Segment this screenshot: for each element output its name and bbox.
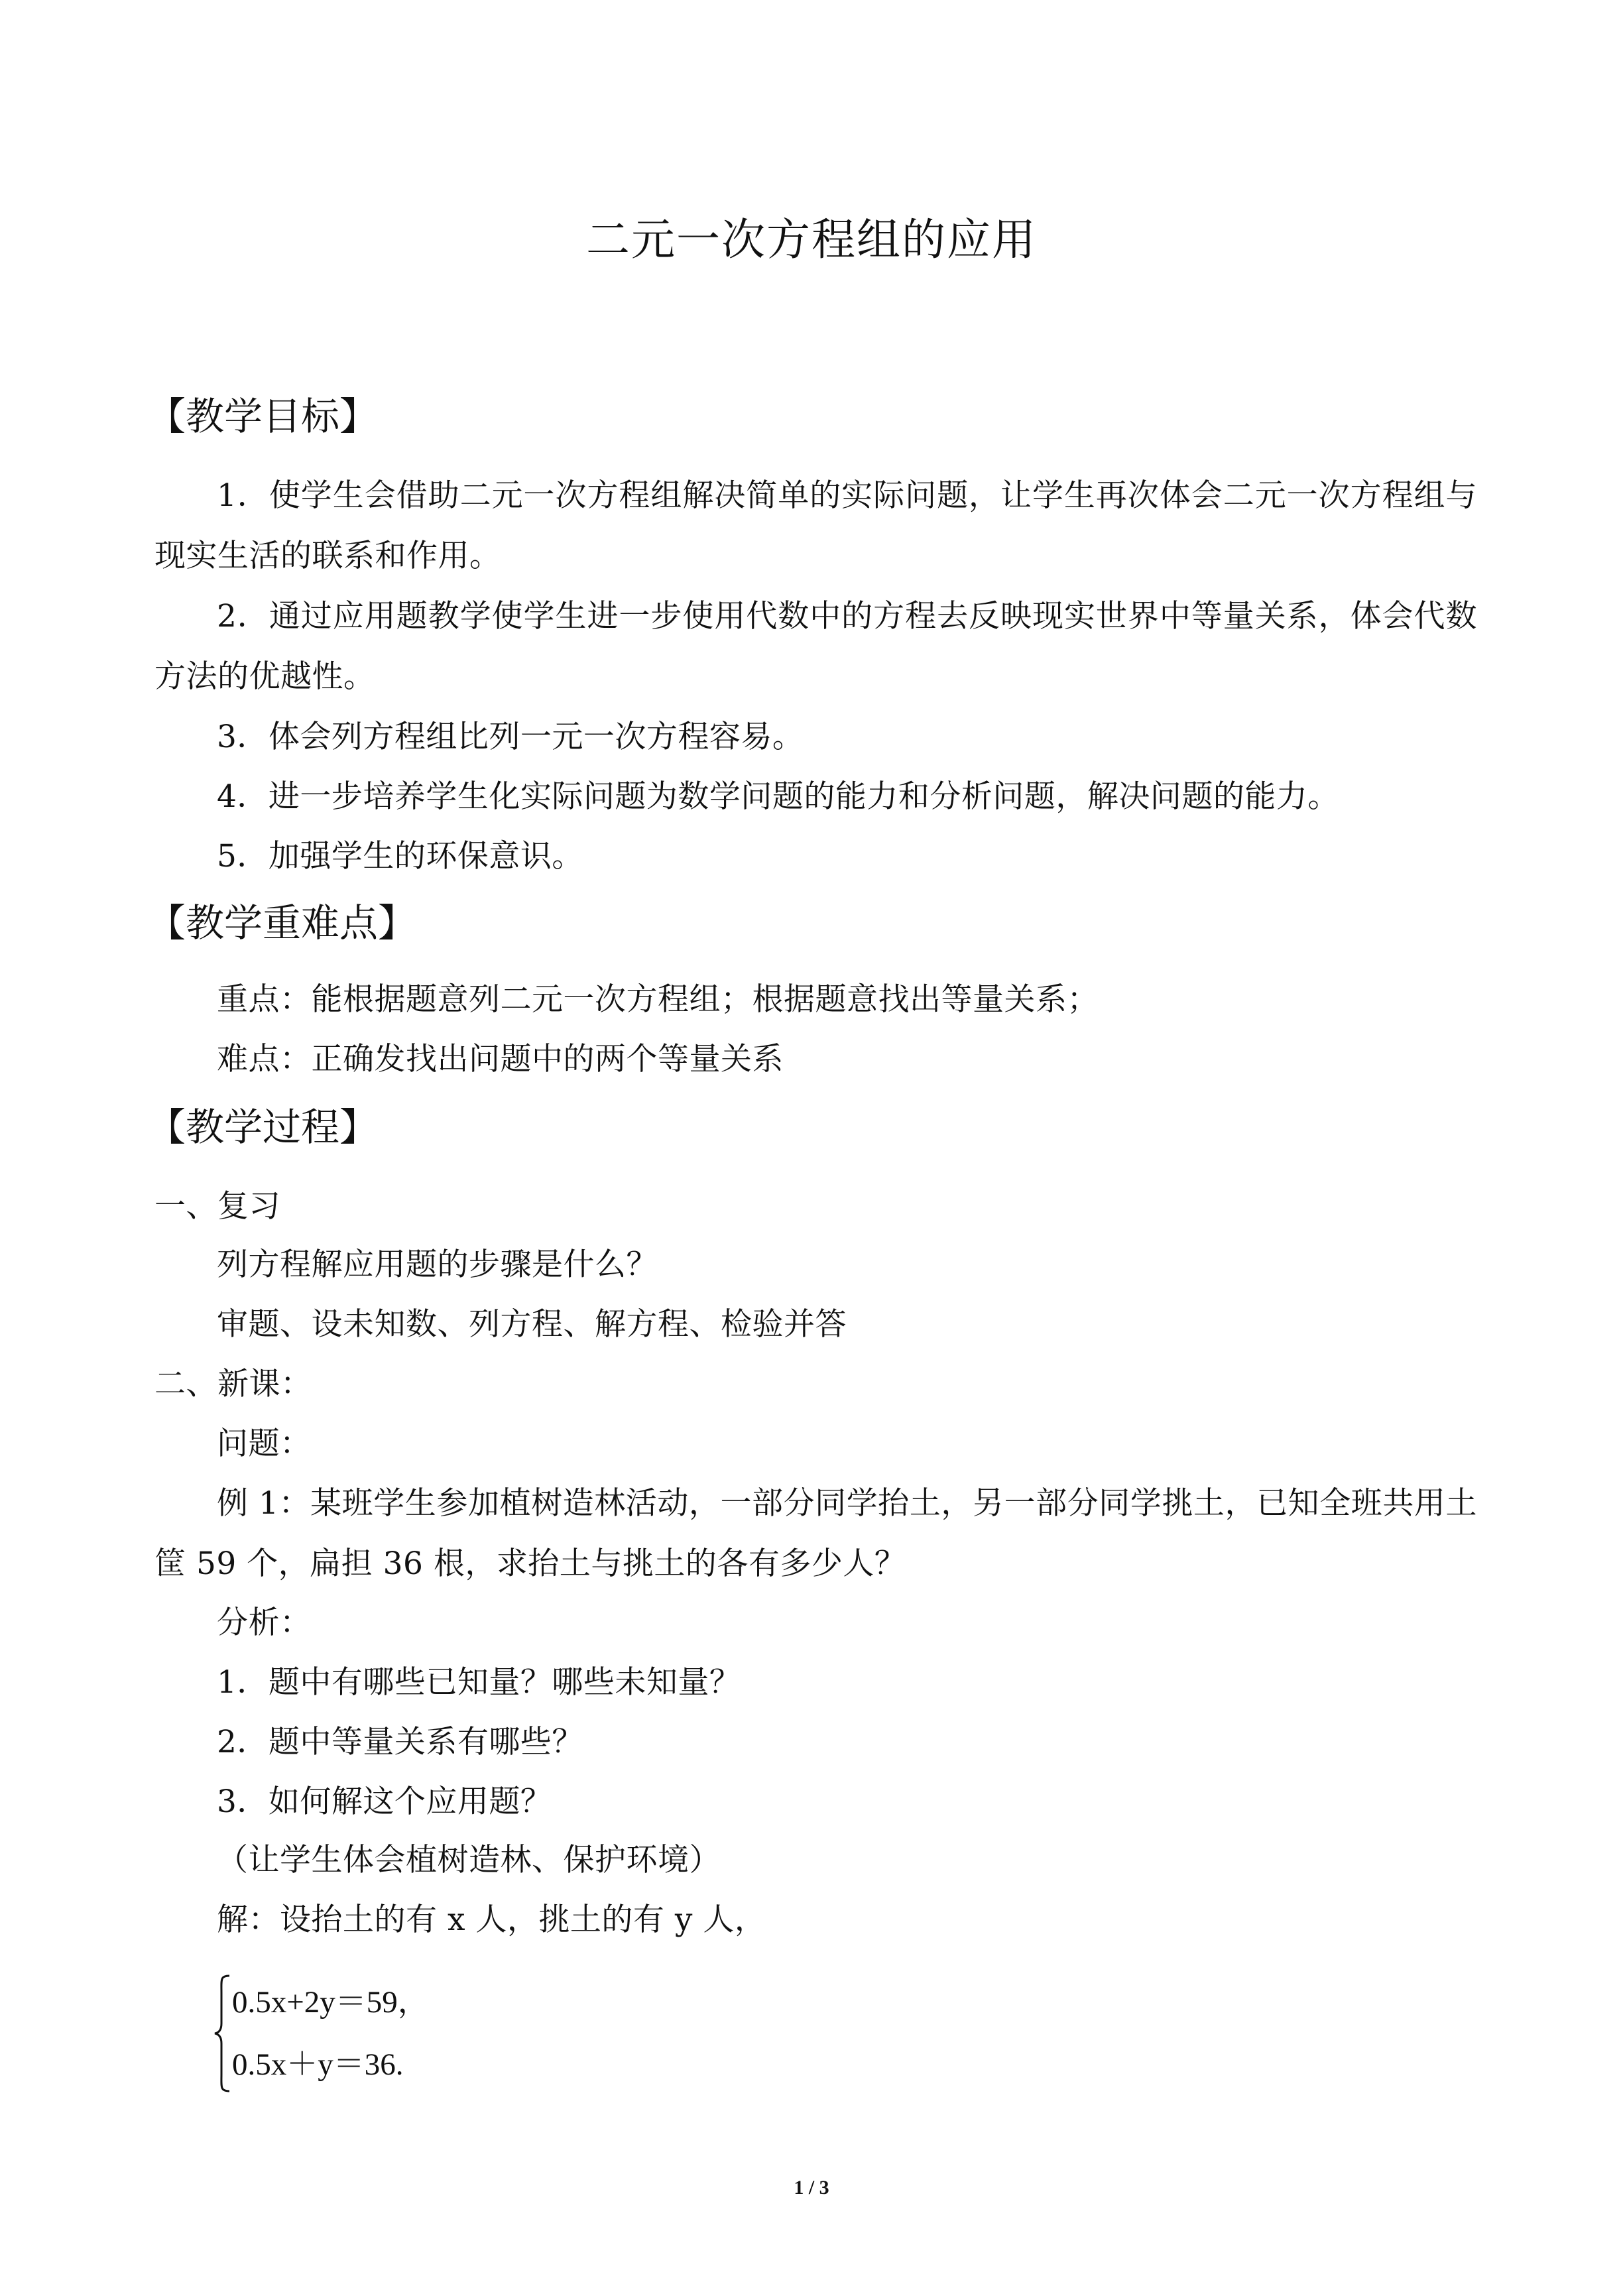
analysis-item-1: 1．题中有哪些已知量？哪些未知量？: [217, 1664, 741, 1701]
objectives-heading: 【教学目标】: [147, 394, 379, 439]
analysis-item-2: 2．题中等量关系有哪些？: [217, 1724, 583, 1760]
key-point: 重点：能根据题意列二元一次方程组；根据题意找出等量关系；: [217, 981, 1099, 1018]
process-heading: 【教学过程】: [147, 1105, 379, 1150]
objective-item-1: 1．使学生会借助二元一次方程组解决简单的实际问题，让学生再次体会二元一次方程组与现实生活的联系和作用。: [154, 477, 1477, 574]
review-question: 列方程解应用题的步骤是什么？: [217, 1246, 658, 1283]
equation-system: [213, 1973, 479, 2106]
left-brace-icon: [213, 1973, 232, 2094]
document-title: 二元一次方程组的应用: [586, 214, 1037, 265]
analysis-label: 分析：: [217, 1604, 312, 1641]
teaching-note: （让学生体会植树造林、保护环境）: [217, 1842, 721, 1878]
page-number: 1 / 3: [794, 2177, 829, 2199]
keypoints-heading: 【教学重难点】: [147, 900, 417, 945]
review-answer: 审题、设未知数、列方程、解方程、检验并答: [217, 1306, 847, 1343]
analysis-item-3: 3．如何解这个应用题？: [217, 1783, 552, 1820]
objective-item-5: 5．加强学生的环保意识。: [217, 838, 583, 875]
equation-2: 0.5x＋y＝36.: [232, 2047, 404, 2082]
difficult-point: 难点：正确发找出问题中的两个等量关系: [217, 1041, 784, 1077]
objective-item-2: 2．通过应用题教学使学生进一步使用代数中的方程去反映现实世界中等量关系，体会代数方法的优越性。: [154, 598, 1477, 695]
review-section-title: 一、复习: [154, 1188, 280, 1225]
example-problem: 例 1：某班学生参加植树造林活动，一部分同学抬土，另一部分同学挑土，已知全班共用土筐 59 个，扁担 36 根，求抬土与挑土的各有多少人？: [154, 1485, 1477, 1582]
new-lesson-section-title: 二、新课：: [154, 1366, 312, 1402]
objective-item-3: 3．体会列方程组比列一元一次方程容易。: [217, 719, 804, 755]
problem-label: 问题：: [217, 1425, 312, 1462]
solution-setup: 解：设抬土的有 x 人，挑土的有 y 人，: [217, 1902, 766, 1938]
objective-item-4: 4．进一步培养学生化实际问题为数学问题的能力和分析问题，解决问题的能力。: [217, 778, 1339, 815]
equation-1: 0.5x+2y＝59，: [232, 1985, 429, 2020]
